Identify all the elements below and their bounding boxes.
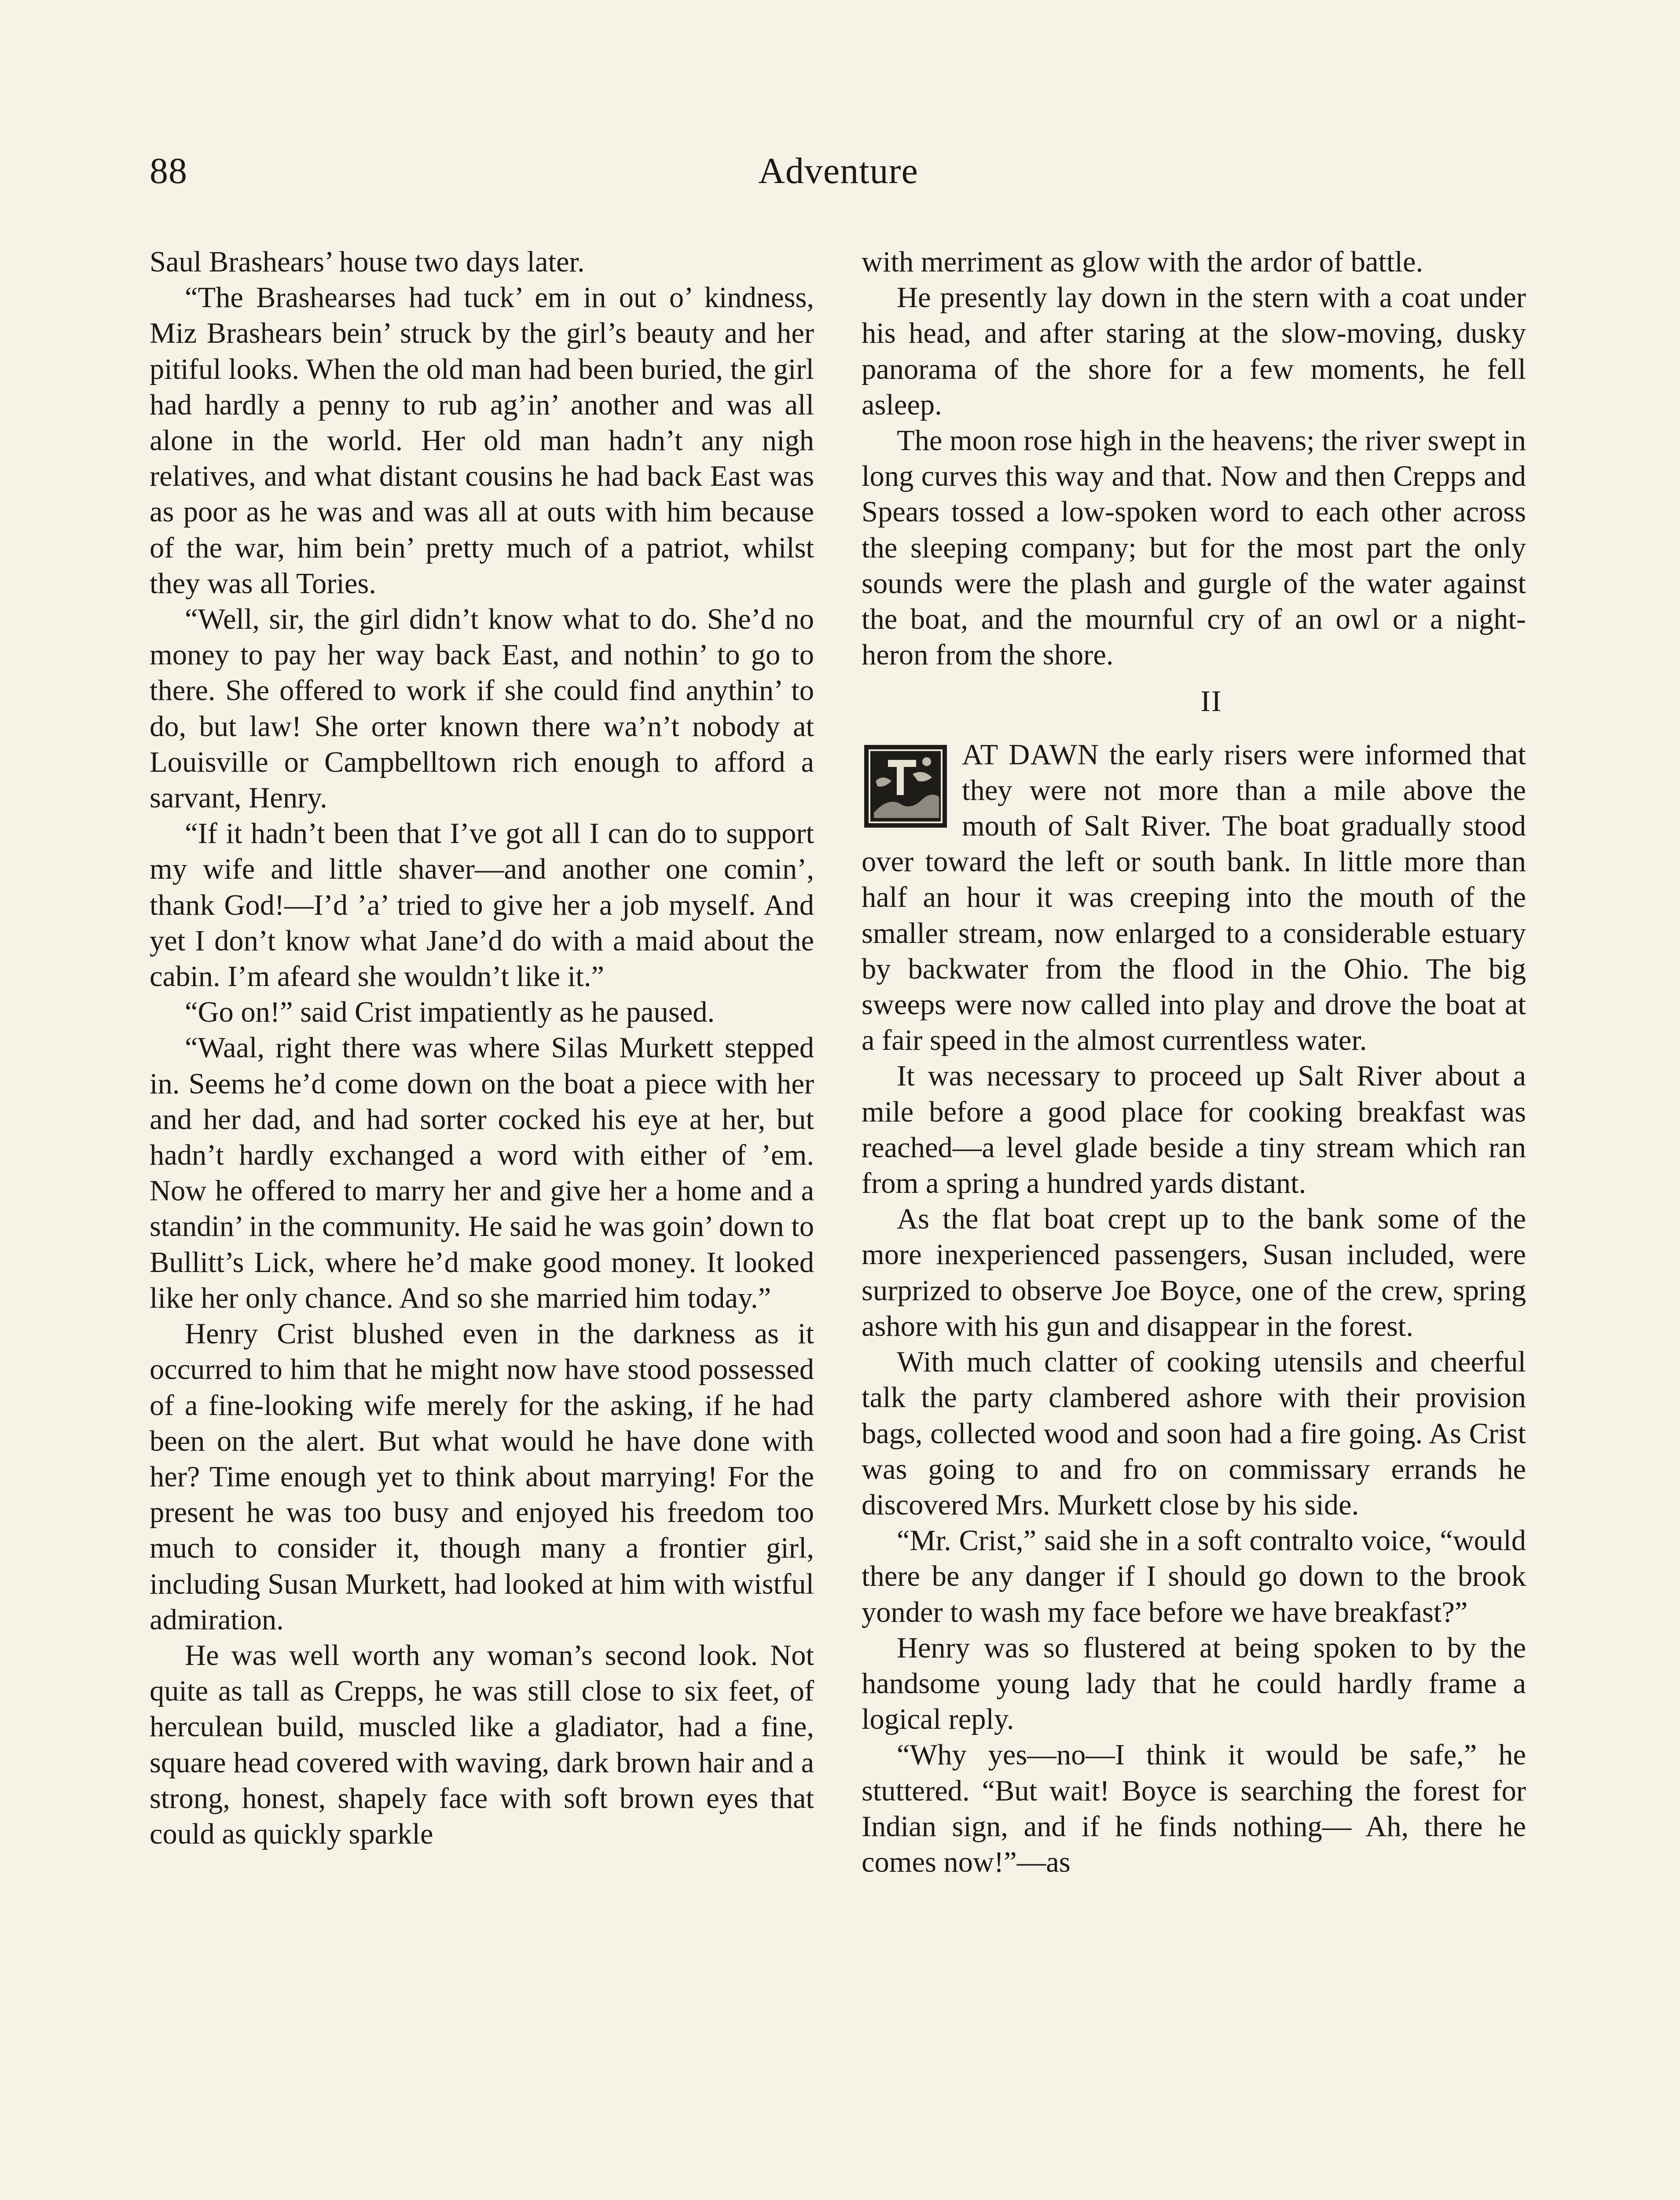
paragraph: “Go on!” said Crist impatiently as he paused.: [185, 996, 715, 1029]
paragraph: Henry was so flustered at being spoken to by the handsome young lady that he could hardly frame a logical reply.: [862, 1632, 1526, 1736]
left-column: [150, 244, 814, 1852]
paragraph: “Mr. Crist,” said she in a soft contralto voice, “would there be any danger if I should go down to the brook yonder to wash my face before we have breakfast?”: [862, 1525, 1526, 1628]
page-number: 88: [150, 150, 187, 191]
lead-text: the early risers were informed that they were not more than a mile above the mouth of Salt River. The boat gradually stood over toward the left or south bank. In little more than half an hour it was creeping into the mouth of the smaller stream, now enlarged to a considerable estuary by backwater from the flood in the Ohio. The big sweeps were now called into play and drove the boat at a fair speed in the almost currentless water.: [862, 738, 1526, 1057]
lead-words: AT DAWN: [962, 738, 1099, 771]
paragraph: It was necessary to proceed up Salt River about a mile before a good place for cooking breakfast was reached—a level glade beside a tiny stream which ran from a spring a hundred yards distant.: [862, 1060, 1526, 1200]
paragraph: “If it hadn’t been that I’ve got all I can do to support my wife and little shaver—and another one comin’, thank God!—I’d ’a’ tried to give her a job myself. And yet I don’t know what Jane’d do with a maid about the cabin. I’m afeard she wouldn’t like it.”: [150, 818, 814, 993]
right-column: [862, 244, 1526, 1880]
paragraph: He was well worth any woman’s second look. Not quite as tall as Crepps, he was still close to six feet, of herculean build, muscled like a gladiator, had a fine, square head covered with waving, dark brown hair and a strong, honest, shapely face with soft brown eyes that could as quickly sparkle: [150, 1639, 814, 1850]
woodcut-ornament-icon: [862, 742, 950, 830]
paragraph: With much clatter of cooking utensils and cheerful talk the party clambered ashore with their provision bags, collected wood and soon had a fire going. As Crist was going to and fro on commissary errands he discovered Mrs. Murkett close by his side.: [862, 1346, 1526, 1521]
running-head: Adventure: [758, 150, 918, 191]
paragraph: “Waal, right there was where Silas Murkett stepped in. Seems he’d come down on the boat a piece with her and her dad, and had sorter cocked his eye at her, but hadn’t hardly exchanged a word with either of ’em. Now he offered to marry her and give her a home and a standin’ in the community. He said he was goin’ down to Bullitt’s Lick, where he’d make good money. It looked like her only chance. And so she married him today.”: [150, 1032, 814, 1314]
paragraph: with merriment as glow with the ardor of battle.: [862, 246, 1423, 278]
paragraph: “The Brashearses had tuck’ em in out o’ kindness, Miz Brashears bein’ struck by the girl’s beauty and her pitiful looks. When the old man had been buried, the girl had hardly a penny to rub ag’in’ another and was all alone in the world. Her old man hadn’t any nigh relatives, and what distant cousins he had back East was as poor as he was and was all at outs with him because of the war, him bein’ pretty much of a patriot, whilst they was all Tories.: [150, 282, 814, 600]
paragraph: “Well, sir, the girl didn’t know what to do. She’d no money to pay her way back East, and nothin’ to go to there. She offered to work if she could find anythin’ to do, but law! She orter known there wa’n’t nobody at Louisville or Campbelltown rich enough to afford a sarvant, Henry.: [150, 603, 814, 814]
paragraph: “Why yes—no—I think it would be safe,” he stuttered. “But wait! Boyce is searching the forest for Indian sign, and if he finds nothing— Ah, there he comes now!”—as: [862, 1739, 1526, 1878]
paragraph: He presently lay down in the stern with a coat under his head, and after staring at the slow-moving, dusky panorama of the shore for a few moments, he fell asleep.: [862, 282, 1526, 421]
paragraph: The moon rose high in the heavens; the river swept in long curves this way and that. Now and then Crepps and Spears tossed a low-spoken word to each other across the sleeping company; but for the most part the only sounds were the plash and gurgle of the water against the boat, and the mournful cry of an owl or a night-heron from the shore.: [862, 425, 1526, 671]
paragraph: Henry Crist blushed even in the darkness as it occurred to him that he might now have stood possessed of a fine-looking wife merely for the asking, if he had been on the alert. But what would he have done with her? Time enough yet to think about marrying! For the present he was too busy and enjoyed his freedom too much to consider it, though many a frontier girl, including Susan Murkett, had looked at him with wistful admiration.: [150, 1318, 814, 1636]
paragraph: Saul Brashears’ house two days later.: [150, 246, 585, 278]
lead-paragraph: [862, 737, 1526, 1059]
section-heading: II: [1200, 684, 1222, 718]
paragraph: As the flat boat crept up to the bank some of the more inexperienced passengers, Susan included, were surprized to observe Joe Boyce, one of the crew, spring ashore with his gun and disappear in the forest.: [862, 1203, 1526, 1342]
page-header: [150, 150, 1527, 211]
